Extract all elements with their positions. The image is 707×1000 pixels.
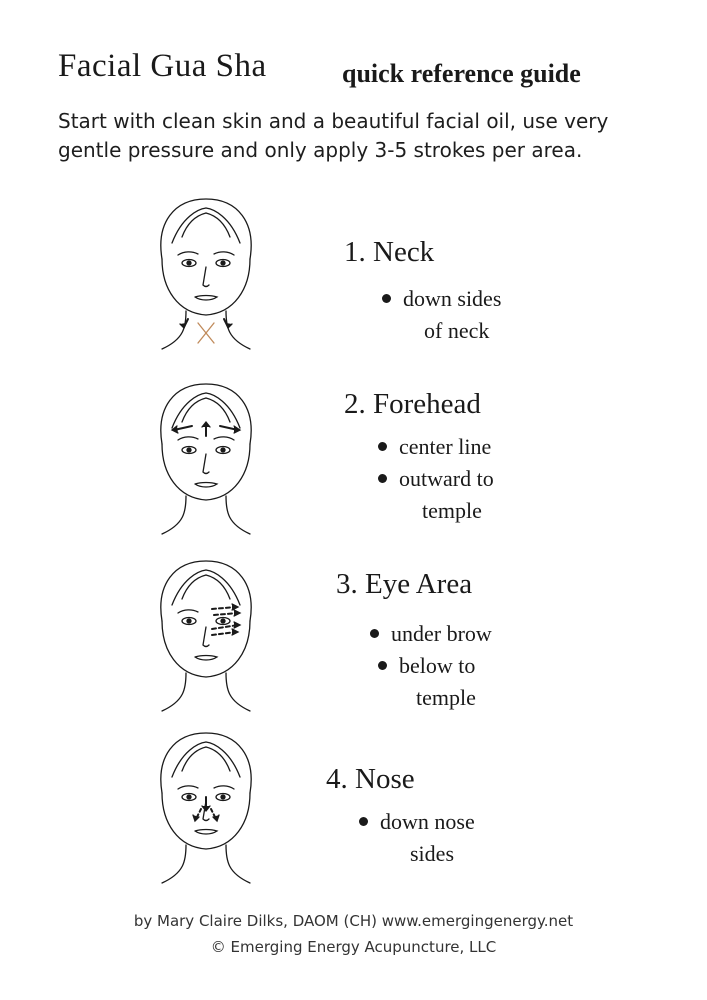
bullet-dot xyxy=(378,474,387,483)
bullet-dot xyxy=(378,442,387,451)
step-title-nose: 4. Nose xyxy=(326,763,415,795)
bullet-eye-2-cont: temple xyxy=(416,685,476,710)
bullet-forehead-1 xyxy=(378,434,491,460)
bullet-forehead-2 xyxy=(378,466,494,492)
footer-copyright: © Emerging Energy Acupuncture, LLC xyxy=(210,938,497,956)
bullet-text: center line xyxy=(399,434,492,459)
bullet-eye-1 xyxy=(370,621,492,647)
face-illustration-nose xyxy=(148,727,264,887)
face-illustration-eye-area xyxy=(148,555,264,715)
bullet-forehead-2-cont: temple xyxy=(422,498,482,523)
face-illustration-neck xyxy=(148,193,264,353)
footer-author: by Mary Claire Dilks, DAOM (CH) www.emergingenergy.net xyxy=(133,912,574,930)
bullet-text: down sides xyxy=(403,286,502,311)
bullet-dot xyxy=(359,817,368,826)
bullet-eye-2 xyxy=(378,653,475,679)
intro-text: Start with clean skin and a beautiful facial oil, use very gentle pressure and only apply 3-5 strokes per area. xyxy=(58,109,609,162)
bullet-nose-1-cont: sides xyxy=(410,841,454,866)
step-title-forehead: 2. Forehead xyxy=(344,388,481,420)
bullet-text: under brow xyxy=(391,621,492,646)
bullet-nose-1 xyxy=(359,809,475,835)
face-illustration-forehead xyxy=(148,378,264,538)
bullet-text: outward to xyxy=(399,466,494,491)
bullet-text: down nose xyxy=(380,809,475,834)
page-subtitle: quick reference guide xyxy=(342,59,581,88)
bullet-dot xyxy=(382,294,391,303)
bullet-dot xyxy=(370,629,379,638)
step-title-neck: 1. Neck xyxy=(344,236,435,268)
bullet-dot xyxy=(378,661,387,670)
bullet-neck-1-cont: of neck xyxy=(424,318,490,343)
bullet-text: below to xyxy=(399,653,476,678)
page-title: Facial Gua Sha xyxy=(58,48,267,84)
bullet-neck-1 xyxy=(382,286,501,312)
step-title-eye-area: 3. Eye Area xyxy=(336,568,473,600)
